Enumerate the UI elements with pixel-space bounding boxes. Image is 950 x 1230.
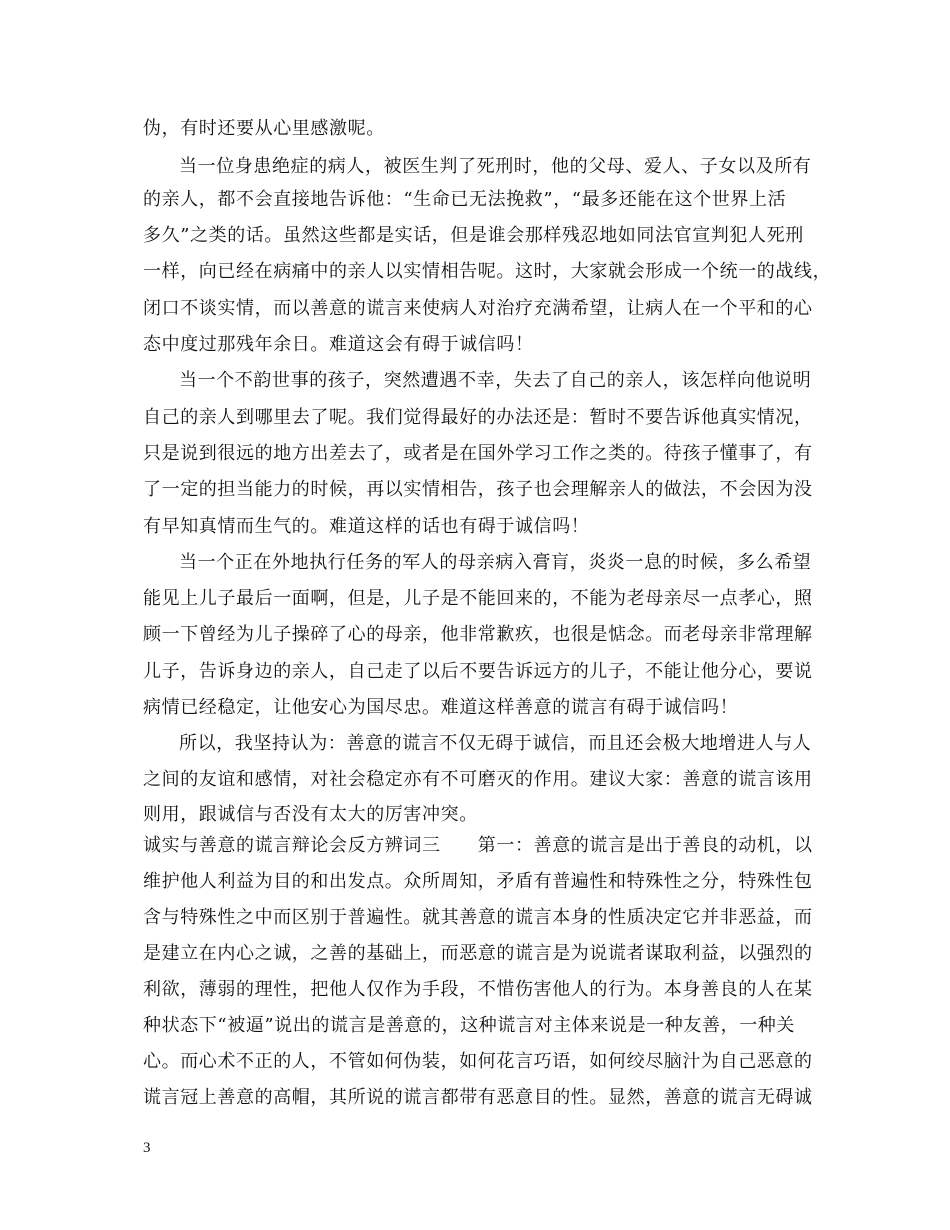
text-line: 能见上儿子最后一面啊，但是，儿子是不能回来的，不能为老母亲尽一点孝心，照 [143,588,813,609]
text-line: 当一个不韵世事的孩子，突然遭遇不幸，失去了自己的亲人，该怎样向他说明 [179,370,812,391]
text-line: 利欲，薄弱的理性，把他人仅作为手段，不惜伤害他人的行为。本身善良的人在某 [143,979,813,1000]
text-line: 了一定的担当能力的时候，再以实情相告，孩子也会理解亲人的做法，不会因为没 [143,479,813,500]
text-line: 心。而心术不正的人，不管如何伪装，如何花言巧语，如何绞尽脑汁为自己恶意的 [143,1051,813,1072]
text-line: 之间的友谊和感情，对社会稳定亦有不可磨灭的作用。建议大家：善意的谎言该用 [143,769,813,790]
text-line: 儿子，告诉身边的亲人，自己走了以后不要告诉远方的儿子，不能让他分心，要说 [143,661,813,682]
text-line: 多久”之类的话。虽然这些都是实话，但是谁会那样残忍地如同法官宣判犯人死刑 [143,225,804,246]
text-line: 的亲人，都不会直接地告诉他：“生命已无法挽救”，“最多还能在这个世界上活 [143,189,787,210]
text-line: 当一位身患绝症的病人，被医生判了死刑时，他的父母、爱人、子女以及所有 [179,156,812,177]
text-line: 闭口不谈实情，而以善意的谎言来使病人对治疗充满希望，让病人在一个平和的心 [143,298,813,319]
text-line: 一样，向已经在病痛中的亲人以实情相告呢。这时，大家就会形成一个统一的战线， [143,261,832,282]
text-line: 维护他人利益为目的和出发点。众所周知，矛盾有普遍性和特殊性之分，特殊性包 [143,871,813,892]
text-line: 种状态下“被逼”说出的谎言是善意的，这种谎言对主体来说是一种友善，一种关 [143,1015,796,1036]
text-line: 只是说到很远的地方出差去了，或者是在国外学习工作之类的。待孩子懂事了，有 [143,443,813,464]
text-line: 有早知真情而生气的。难道这样的话也有碍于诚信吗！ [143,516,590,537]
text-line: 当一个正在外地执行任务的军人的母亲病入膏肓，炎炎一息的时候，多么希望 [179,552,812,573]
text-line: 谎言冠上善意的高帽，其所说的谎言都带有恶意目的性。显然，善意的谎言无碍诚 [143,1087,813,1108]
text-line: 自己的亲人到哪里去了呢。我们觉得最好的办法还是：暂时不要告诉他真实情况， [143,407,813,428]
text-line: 所以，我坚持认为：善意的谎言不仅无碍于诚信，而且还会极大地增进人与人 [179,733,812,754]
text-line: 则用，跟诚信与否没有太大的厉害冲突。 [143,804,478,825]
text-line: 病情已经稳定，让他安心为国尽忠。难道这样善意的谎言有碍于诚信吗！ [143,697,739,718]
text-line: 伪，有时还要从心里感激呢。 [143,118,385,139]
text-line: 顾一下曾经为儿子操碎了心的母亲，他非常歉疚，也很是惦念。而老母亲非常理解 [143,624,813,645]
section-heading-line: 诚实与善意的谎言辩论会反方辨词三 第一：善意的谎言是出于善良的动机，以 [143,835,813,856]
text-line: 态中度过那残年余日。难道这会有碍于诚信吗！ [143,334,534,355]
page-number: 3 [143,1140,151,1156]
text-line: 含与特殊性之中而区别于普遍性。就其善意的谎言本身的性质决定它并非恶益，而 [143,907,813,928]
text-line: 是建立在内心之诚，之善的基础上，而恶意的谎言是为说谎者谋取利益，以强烈的 [143,943,813,964]
